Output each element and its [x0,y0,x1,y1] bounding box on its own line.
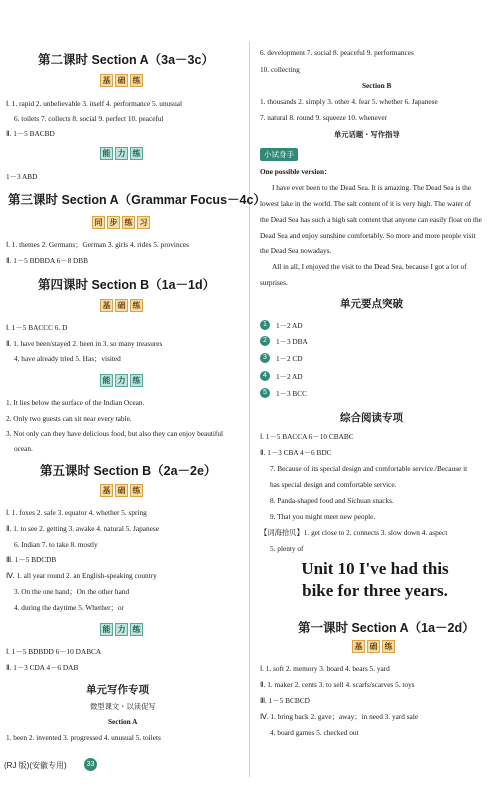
ability-practice-badge: 能 力 练 [100,623,145,636]
essay-line: Dead Sea and enjoy sunshine comfortably. So more and more people visit [260,231,476,240]
reading-answer: Ⅱ. 1－3 CBA 4－6 BDC [260,448,332,457]
answer-line: 4. during the daytime 5. Whether；or [14,603,124,612]
answer-line: Ⅱ. 1. have been/stayed 2. been in 3. so many treasures [6,339,163,348]
keypoint-answer: 1－3 DBA [276,337,308,346]
answer-line: 6. Indian 7. to take 8. mostly [14,540,98,549]
lesson2-title: 第二课时 Section A（3a－3c） [38,53,214,67]
answer-line: Ⅲ. 1－5 BDCDB [6,555,57,564]
lesson4-title: 第四课时 Section B（1a－1d） [38,278,216,292]
writing-subtitle: 微型课文・以读促写 [90,702,156,711]
keypoint-number: 1 [260,320,270,330]
answer-line: 3. On the one hand；On the other hand [14,587,130,596]
reading-answer: 9. That you might meet new people. [270,512,376,521]
section-b-label: Section B [362,81,392,90]
answer-line: Ⅰ. 1－5 BDBDD 6－10 DABCA [6,647,102,656]
answer-line: Ⅳ. 1. all year round 2. an English-speaking country [6,571,157,580]
basic-practice-badge: 基 础 练 [100,299,145,312]
answer-line: 6. toilets 7. collects 8. social 9. perfect 10. peaceful [14,114,164,123]
column-divider [249,42,250,777]
answer-line: 6. development 7. social 8. peaceful 9. performances [260,48,414,57]
answer-line: 1－3 ABD [6,172,38,181]
reading-answer: has special design and comfortable service. [270,480,397,489]
answer-line: 7. natural 8. round 9. squeeze 10. whenever [260,113,388,122]
essay-line: lowest lake in the world. The salt content of it is very high. The water of [260,199,472,208]
reading-title: 综合阅读专项 [340,412,403,424]
basic-practice-badge: 基 础 练 [352,640,397,653]
answer-line: ocean. [14,444,33,453]
keypoints-title: 单元要点突破 [340,298,403,310]
essay-line: the Dead Sea nowadays. [260,246,332,255]
answer-line: 4. have already tried 5. Has；visited [14,354,121,363]
answer-line: 2. Only two guests can sit near every table. [6,414,132,423]
answer-line: Ⅰ. 1. rapid 2. unbelievable 3. itself 4. performance 5. unusual [6,99,183,108]
keypoint-number: 5 [260,388,270,398]
lesson1-title: 第一课时 Section A（1a－2d） [298,621,475,635]
basic-practice-badge: 基 础 练 [100,74,145,87]
answer-line: Ⅰ. 1. themes 2. Germans；German 3. girls 4. rides 5. provinces [6,240,189,249]
section-a-label: Section A [108,717,138,726]
reading-answer: 7. Because of its special design and comfortable service./Because it [270,464,468,473]
keypoint-answer: 1－3 BCC [276,389,308,398]
ability-practice-badge: 能 力 练 [100,374,145,387]
page-number: 33 [84,758,97,771]
try-it-tag: 小试身手 [260,148,298,161]
reading-answer: Ⅰ. 1－5 BACCA 6－10 CBABC [260,432,354,441]
lesson5-title: 第五课时 Section B（2a－2e） [40,464,217,478]
keypoint-number: 4 [260,371,270,381]
unit-title-line2: bike for three years. [302,581,448,600]
answer-line: Ⅰ. 1. foxes 2. safe 3. equator 4. whether 5. spring [6,508,147,517]
writing-section-title: 单元写作专项 [86,684,149,696]
essay-line: All in all, I enjoyed the visit to the Dead Sea, because I got a lot of [272,262,467,271]
essay-line: I have ever been to the Dead Sea. It is amazing. The Dead Sea is the [272,183,472,192]
answer-line: 1. It lies below the surface of the Indian Ocean. [6,398,145,407]
word-bank-line: 5. plenty of [270,544,304,553]
lesson3-title: 第三课时 Section A（Grammar Focus－4c） [8,193,266,207]
answer-line: 3. Not only can they have delicious food, but also they can enjoy beautiful [6,429,224,438]
word-bank-line: 【词海拾贝】1. get close to 2. connects 3. slow down 4. aspect [260,528,448,537]
essay-line: the Dead Sea has such a high salt content that anyone can easily float on the [260,215,482,224]
answer-line: Ⅱ. 1－5 BDBDA 6－8 DBB [6,256,89,265]
answer-line: 4. board games 5. checked out [270,728,359,737]
answer-line: Ⅳ. 1. bring back 2. gave；away；in need 3. yard sale [260,712,419,721]
unit-title-line1: Unit 10 I've had this [301,559,449,578]
keypoint-answer: 1－2 AD [276,372,303,381]
basic-practice-badge: 基 础 练 [100,484,145,497]
answer-line: 10. collecting [260,65,300,74]
answer-line: Ⅱ. 1. maker 2. cents 3. to sell 4. scarfs/scarves 5. toys [260,680,415,689]
topic-writing-title: 单元话题・写作指导 [334,130,400,139]
keypoint-number: 2 [260,336,270,346]
answer-line: Ⅰ. 1. soft 2. memory 3. board 4. bears 5. yard [260,664,390,673]
reading-answer: 8. Panda-shaped food and Sichuan snacks. [270,496,394,505]
answer-line: Ⅰ. 1－5 BACCC 6. D [6,323,68,332]
essay-line: surprises. [260,278,288,287]
keypoint-answer: 1－2 AD [276,321,303,330]
keypoint-number: 3 [260,353,270,363]
one-possible-version: One possible version： [260,167,332,176]
answer-line: Ⅱ. 1. to see 2. getting 3. awake 4. natural 5. Japanese [6,524,159,533]
sync-practice-badge: 同 步 练 习 [92,216,152,229]
keypoint-answer: 1－2 CD [276,354,303,363]
ability-practice-badge: 能 力 练 [100,147,145,160]
answer-line: 1. been 2. invented 3. progressed 4. unusual 5. toilets [6,733,161,742]
answer-line: Ⅱ. 1－5 BACBD [6,129,55,138]
answer-line: Ⅱ. 1－3 CDA 4－6 DAB [6,663,79,672]
answer-line: Ⅲ. 1－5 BCBCD [260,696,310,705]
edition-footer: (RJ 版)(安徽专用) [4,761,67,770]
answer-line: 1. thousands 2. simply 3. other 4. fear 5. whether 6. Japanese [260,97,438,106]
